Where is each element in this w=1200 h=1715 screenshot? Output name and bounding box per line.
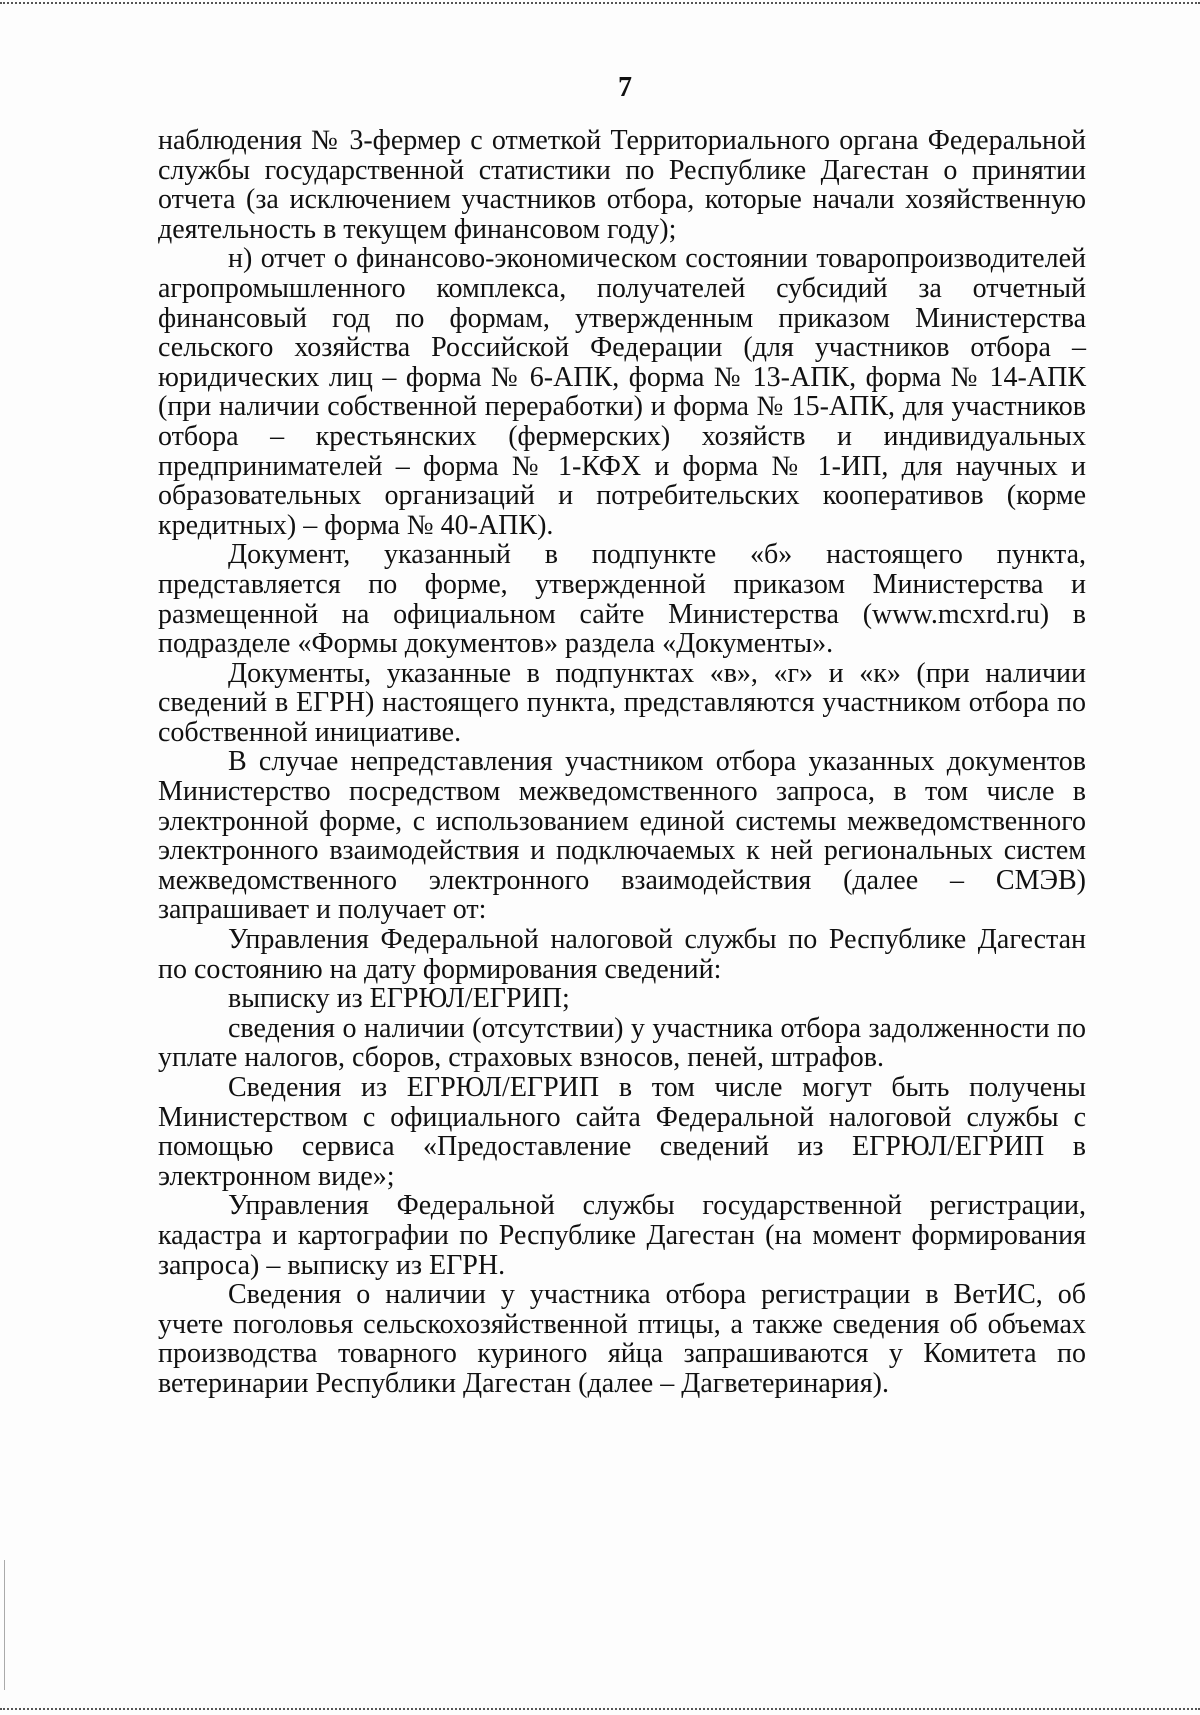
paragraph-egrul-extract: выписку из ЕГРЮЛ/ЕГРИП; [228, 983, 570, 1015]
paragraph-item-n: н) отчет о финансово-экономическом состоянии товаропроизводителей агропромышленного комплекса, получателей субсидий за отчетный финансовый год по формам, утвержденным приказом Министерства сельского хозяйства Российской Федерации (для участников отбора – юридических лиц – форма № 6-АПК, форма № 13-АПК, форма № 14-АПК (при наличии собственной переработки) и форма № 15-АПК, для участников отбора – крестьянских (фермерских) хозяйств и индивидуальных предпринимателей – форма № 1-КФХ и форма № 1-ИП, для научных и образовательных организаций и потребительских кооперативов (корме кредитных) – форма № 40-АПК). [158, 243, 1086, 541]
paragraph-own-initiative: Документы, указанные в подпунктах «в», «г» и «к» (при наличии сведений в ЕГРН) настоящего пункта, представляются участником отбора по собственной инициативе. [158, 657, 1086, 748]
paragraph-egrul-online: Сведения из ЕГРЮЛ/ЕГРИП в том числе могут быть получены Министерством с официального сайта Федеральной налоговой службы с помощью сервиса «Предоставление сведений из ЕГРЮЛ/ЕГРИП в электронном виде»; [158, 1072, 1086, 1192]
paragraph-tax-debt: сведения о наличии (отсутствии) у участника отбора задолженности по уплате налогов, сборов, страховых взносов, пеней, штрафов. [158, 1012, 1086, 1074]
paragraph-continuation: наблюдения № 3-фермер с отметкой Территориального органа Федеральной службы государственной статистики по Республике Дагестан о принятии отчета (за исключением участников отбора, которые начали хозяйственную деятельность в текущем финансовом году); [158, 125, 1086, 245]
document-body [158, 126, 1086, 1399]
paragraph-tax-service: Управления Федеральной налоговой службы по Республике Дагестан по состоянию на дату формирования сведений: [158, 924, 1086, 985]
page-number: 7 [618, 72, 632, 103]
paragraph-smev-request: В случае непредставления участником отбора указанных документов Министерство посредством межведомственного запроса, в том числе в электронной форме, с использованием единой системы межведомственного электронного взаимодействия и подключаемых к ней региональных систем межведомственного электронного взаимодействия (далее – СМЭВ) запрашивает и получает от: [158, 746, 1086, 926]
scan-edge-left [4, 1560, 5, 1690]
paragraph-document-form: Документ, указанный в подпункте «б» настоящего пункта, представляется по форме, утвержденной приказом Министерства и размещенной на официальном сайте Министерства (www.mcxrd.ru) в подразделе «Формы документов» раздела «Документы». [158, 539, 1086, 660]
paragraph-vetis: Сведения о наличии у участника отбора регистрации в ВетИС, об учете поголовья сельскохозяйственной птицы, а также сведения об объемах производства товарного куриного яйца запрашиваются у Комитета по ветеринарии Республики Дагестан (далее – Дагветеринария). [158, 1279, 1086, 1399]
paragraph-rosreestr: Управления Федеральной службы государственной регистрации, кадастра и картографии по Республике Дагестан (на момент формирования запроса) – выписку из ЕГРН. [158, 1190, 1086, 1281]
scan-edge-bottom [0, 1708, 1200, 1712]
scan-edge-top [0, 2, 1200, 6]
